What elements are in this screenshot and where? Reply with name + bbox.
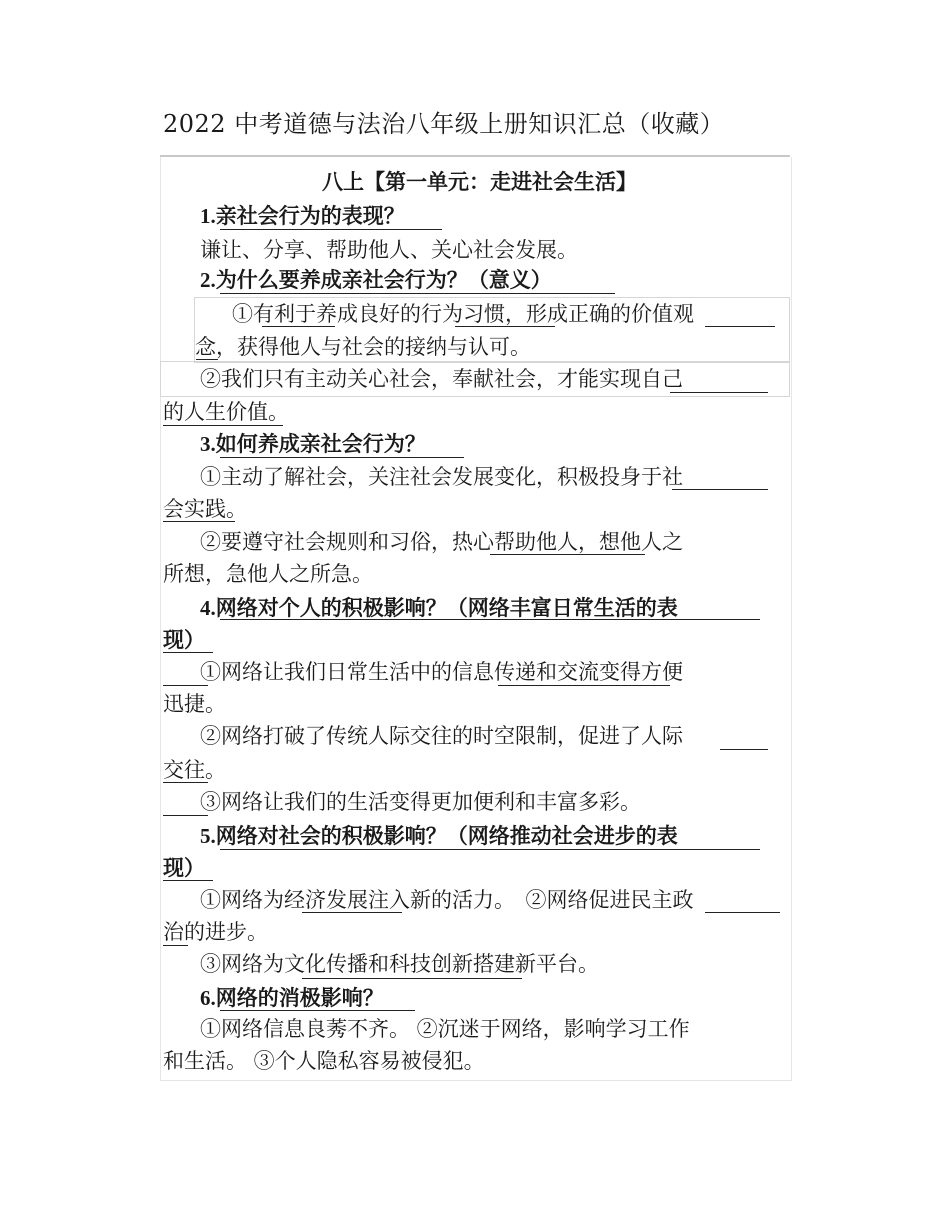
answer-line: 会实践。 [163,497,247,521]
question-title: 网络的消极影响？ [215,985,384,1010]
underline-mark [220,457,464,458]
underline-mark [705,912,780,913]
underline-mark [262,326,335,327]
answer-line: ①主动了解社会，关注社会发展变化，积极投身于社 [200,465,683,489]
question-title: 亲社会行为的表现？ [215,203,405,228]
question-heading [200,822,678,850]
question-heading [200,202,405,230]
underline-mark [705,326,775,327]
underline-mark [455,326,555,327]
underline-mark [196,359,218,360]
question-title: 网络对社会的积极影响？（网络推动社会进步的表 [215,823,678,848]
answer-line: ③网络让我们的生活变得更加便利和丰富多彩。 [200,790,641,814]
question-heading [200,266,552,294]
underline-mark [220,619,760,620]
question-heading-cont: 现） [163,855,205,880]
underline-mark [720,749,768,750]
answer-line: 所想，急他人之所急。 [163,562,373,586]
answer-line: ②要遵守社会规则和习俗，热心帮助他人，想他人之 [200,530,683,554]
question-number: 6. [200,986,216,1010]
answer-line: 的人生价值。 [163,400,289,424]
underline-mark [302,912,402,913]
answer-line: 谦让、分享、帮助他人、关心社会发展。 [200,238,578,262]
question-heading-cont: 现） [163,627,205,652]
question-number: 1. [200,204,216,228]
question-number: 3. [200,432,216,456]
underline-mark [220,293,615,294]
answer-line: ③网络为文化传播和科技创新搭建新平台。 [200,952,599,976]
answer-line: 和生活。 ③个人隐私容易被侵犯。 [163,1049,485,1073]
underline-mark [670,392,768,393]
answer-line: 迅捷。 [163,692,226,716]
underline-mark [220,229,442,230]
question-number: 5. [200,824,216,848]
answer-line: 治的进步。 [163,920,268,944]
underline-mark [163,815,208,816]
question-title: 为什么要养成亲社会行为？（意义） [215,267,552,292]
underline-mark [672,489,768,490]
underline-mark [220,1010,415,1011]
underline-mark [490,554,645,555]
underline-mark [163,425,283,426]
answer-line: ①有利于养成良好的行为习惯，形成正确的价值观 [232,302,694,326]
answer-line: ①网络为经济发展注入新的活力。 ②网络促进民主政 [200,888,694,912]
question-heading [200,430,426,458]
underline-mark [163,945,188,946]
answer-line: 交往。 [163,758,226,782]
underline-mark [498,685,670,686]
document-title: 2022 中考道德与法治八年级上册知识汇总（收藏） [163,110,725,138]
answer-line: ①网络信息良莠不齐。 ②沉迷于网络，影响学习工作 [200,1017,690,1041]
underline-mark [302,978,522,979]
answer-line: ②我们只有主动关心社会，奉献社会，才能实现自己 [200,367,683,391]
unit-heading: 八上【第一单元：走进社会生活】 [322,169,637,194]
question-number: 4. [200,596,216,620]
underline-mark [163,880,213,881]
question-heading [200,984,384,1012]
question-title: 网络对个人的积极影响？（网络丰富日常生活的表 [215,595,678,620]
underline-mark [163,685,208,686]
question-heading [200,594,678,622]
underline-mark [220,849,760,850]
question-title: 如何养成亲社会行为？ [215,431,426,456]
underline-mark [163,782,208,783]
underline-mark [163,521,235,522]
answer-line: ①网络让我们日常生活中的信息传递和交流变得方便 [200,660,683,684]
answer-line: 念，获得他人与社会的接纳与认可。 [195,335,531,359]
underline-mark [163,652,213,653]
answer-line: ②网络打破了传统人际交往的时空限制，促进了人际 [200,724,683,748]
question-number: 2. [200,268,216,292]
